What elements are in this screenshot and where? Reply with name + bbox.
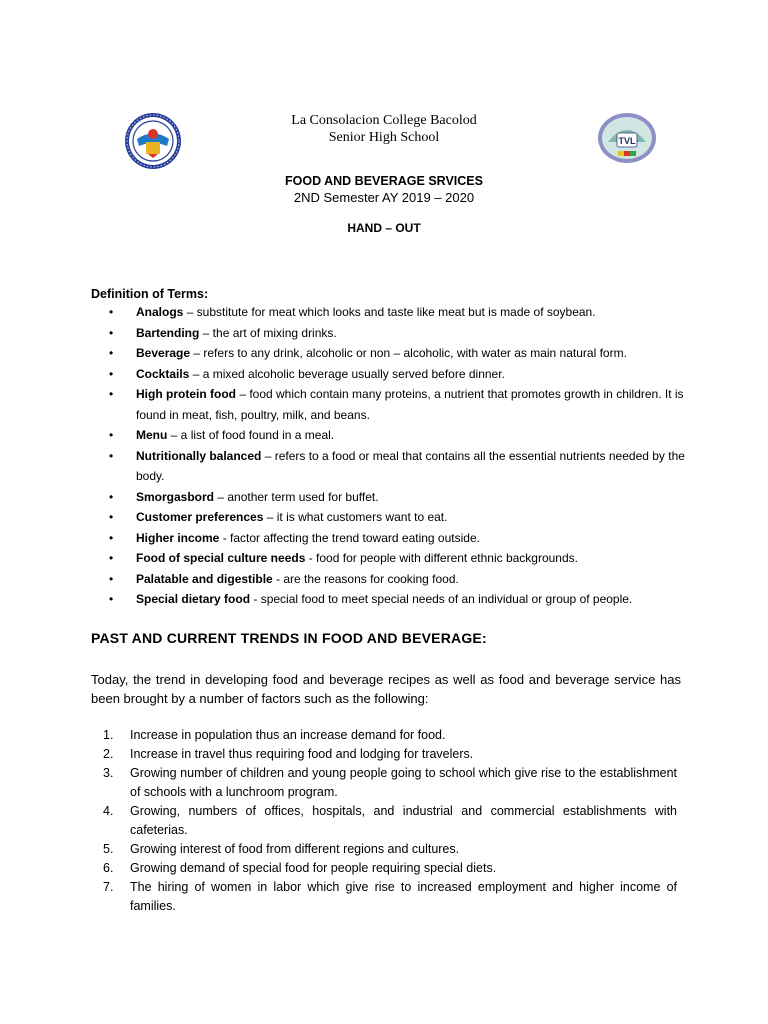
definition-term: Special dietary food <box>136 592 251 606</box>
trend-number: 5. <box>103 842 114 856</box>
definitions-title: Definition of Terms: <box>91 287 209 301</box>
school-heading <box>0 112 768 146</box>
definition-text: - food for people with different ethnic backgrounds. <box>305 551 578 565</box>
bullet-icon: • <box>109 571 114 586</box>
definition-item <box>109 302 689 323</box>
definition-item <box>109 528 689 549</box>
trends-list <box>103 726 677 916</box>
bullet-icon: • <box>109 387 114 401</box>
tvl-emblem-text: TVL <box>618 136 636 146</box>
definition-item <box>109 343 689 364</box>
trend-item <box>103 840 677 859</box>
definition-item <box>109 589 689 610</box>
trend-number: 2. <box>103 747 114 761</box>
definition-text: – substitute for meat which looks and taste like meat but is made of soybean. <box>183 305 596 319</box>
bullet-icon: • <box>109 489 114 504</box>
document-type: HAND – OUT <box>347 221 421 235</box>
trend-text: Growing demand of special food for people requiring special diets. <box>130 861 497 875</box>
definition-text: - special food to meet special needs of an individual or group of people. <box>250 592 633 606</box>
definition-text: – another term used for buffet. <box>214 489 379 504</box>
definition-item <box>109 364 689 385</box>
semester-label: 2ND Semester AY 2019 – 2020 <box>293 190 475 205</box>
trend-number: 3. <box>103 766 114 780</box>
bullet-icon: • <box>109 551 114 565</box>
trend-item <box>103 859 677 878</box>
definition-item <box>109 507 689 528</box>
trends-intro-paragraph: Today, the trend in developing food and beverage recipes as well as food and beverage service has been brought by a number of factors such as the following: <box>91 672 681 706</box>
definition-text: - factor affecting the trend toward eating outside. <box>219 530 480 545</box>
trend-item <box>103 764 677 802</box>
definition-text: – it is what customers want to eat. <box>263 510 448 524</box>
definition-item <box>109 323 689 344</box>
definition-text: – refers to any drink, alcoholic or non – alcoholic, with water as main natural form. <box>190 346 627 360</box>
trend-number: 6. <box>103 861 114 875</box>
trend-text: Increase in travel thus requiring food and lodging for travelers. <box>130 747 474 761</box>
bullet-icon: • <box>109 325 114 340</box>
bullet-icon: • <box>109 346 114 360</box>
trend-number: 4. <box>103 804 114 818</box>
definition-term: Customer preferences <box>136 510 264 524</box>
trend-text: Growing, numbers of offices, hospitals, and industrial and commercial establishments with cafeterias. <box>130 804 677 837</box>
bullet-icon: • <box>109 510 114 524</box>
definition-text: - are the reasons for cooking food. <box>272 571 459 586</box>
trend-text: Increase in population thus an increase demand for food. <box>130 728 446 742</box>
trend-item <box>103 878 677 916</box>
definition-term: Beverage <box>136 346 191 360</box>
definition-text: – refers to a food or meal that contains all the essential nutrients needed by the body. <box>136 448 685 483</box>
trend-item <box>103 745 677 764</box>
definition-term: Bartending <box>136 325 200 340</box>
bullet-icon: • <box>109 305 114 319</box>
department-name: Senior High School <box>328 130 440 145</box>
bullet-icon: • <box>109 592 114 606</box>
definitions-list <box>109 302 689 610</box>
trend-number: 7. <box>103 880 114 894</box>
trend-number: 1. <box>103 728 114 742</box>
school-name: La Consolacion College Bacolod <box>291 113 477 128</box>
trend-text: Growing number of children and young people going to school which give rise to the establishment of schools with a lunchroom program. <box>130 766 677 799</box>
bullet-icon: • <box>109 428 114 442</box>
bullet-icon: • <box>109 448 114 463</box>
definition-item <box>109 384 689 425</box>
definition-text: – food which contain many proteins, a nutrient that promotes growth in children. It is found in meat, fish, poultry, milk, and beans. <box>136 387 684 422</box>
definition-term: Menu <box>136 428 168 442</box>
trend-item <box>103 802 677 840</box>
definition-text: – a list of food found in a meal. <box>167 428 335 442</box>
definition-item <box>109 548 689 569</box>
definition-term: Cocktails <box>136 366 190 381</box>
trend-text: The hiring of women in labor which give rise to increased employment and higher income of families. <box>130 880 677 913</box>
trends-section-title: PAST AND CURRENT TRENDS IN FOOD AND BEVERAGE: <box>91 630 487 646</box>
definition-item <box>109 569 689 590</box>
trend-item <box>103 726 677 745</box>
bullet-icon: • <box>109 366 114 381</box>
definition-text: – the art of mixing drinks. <box>199 325 337 340</box>
definition-term: Food of special culture needs <box>136 551 306 565</box>
definition-item <box>109 446 689 487</box>
definition-item <box>109 487 689 508</box>
trend-text: Growing interest of food from different regions and cultures. <box>130 842 460 856</box>
bullet-icon: • <box>109 530 114 545</box>
definition-text: – a mixed alcoholic beverage usually served before dinner. <box>189 366 505 381</box>
course-title: FOOD AND BEVERAGE SRVICES <box>285 174 483 188</box>
definition-term: Nutritionally balanced <box>136 448 262 463</box>
definition-term: Smorgasbord <box>136 489 215 504</box>
definition-item <box>109 425 689 446</box>
definition-term: Analogs <box>136 305 184 319</box>
definition-term: High protein food <box>136 387 236 401</box>
definition-term: Higher income <box>136 530 220 545</box>
definition-term: Palatable and digestible <box>136 571 273 586</box>
